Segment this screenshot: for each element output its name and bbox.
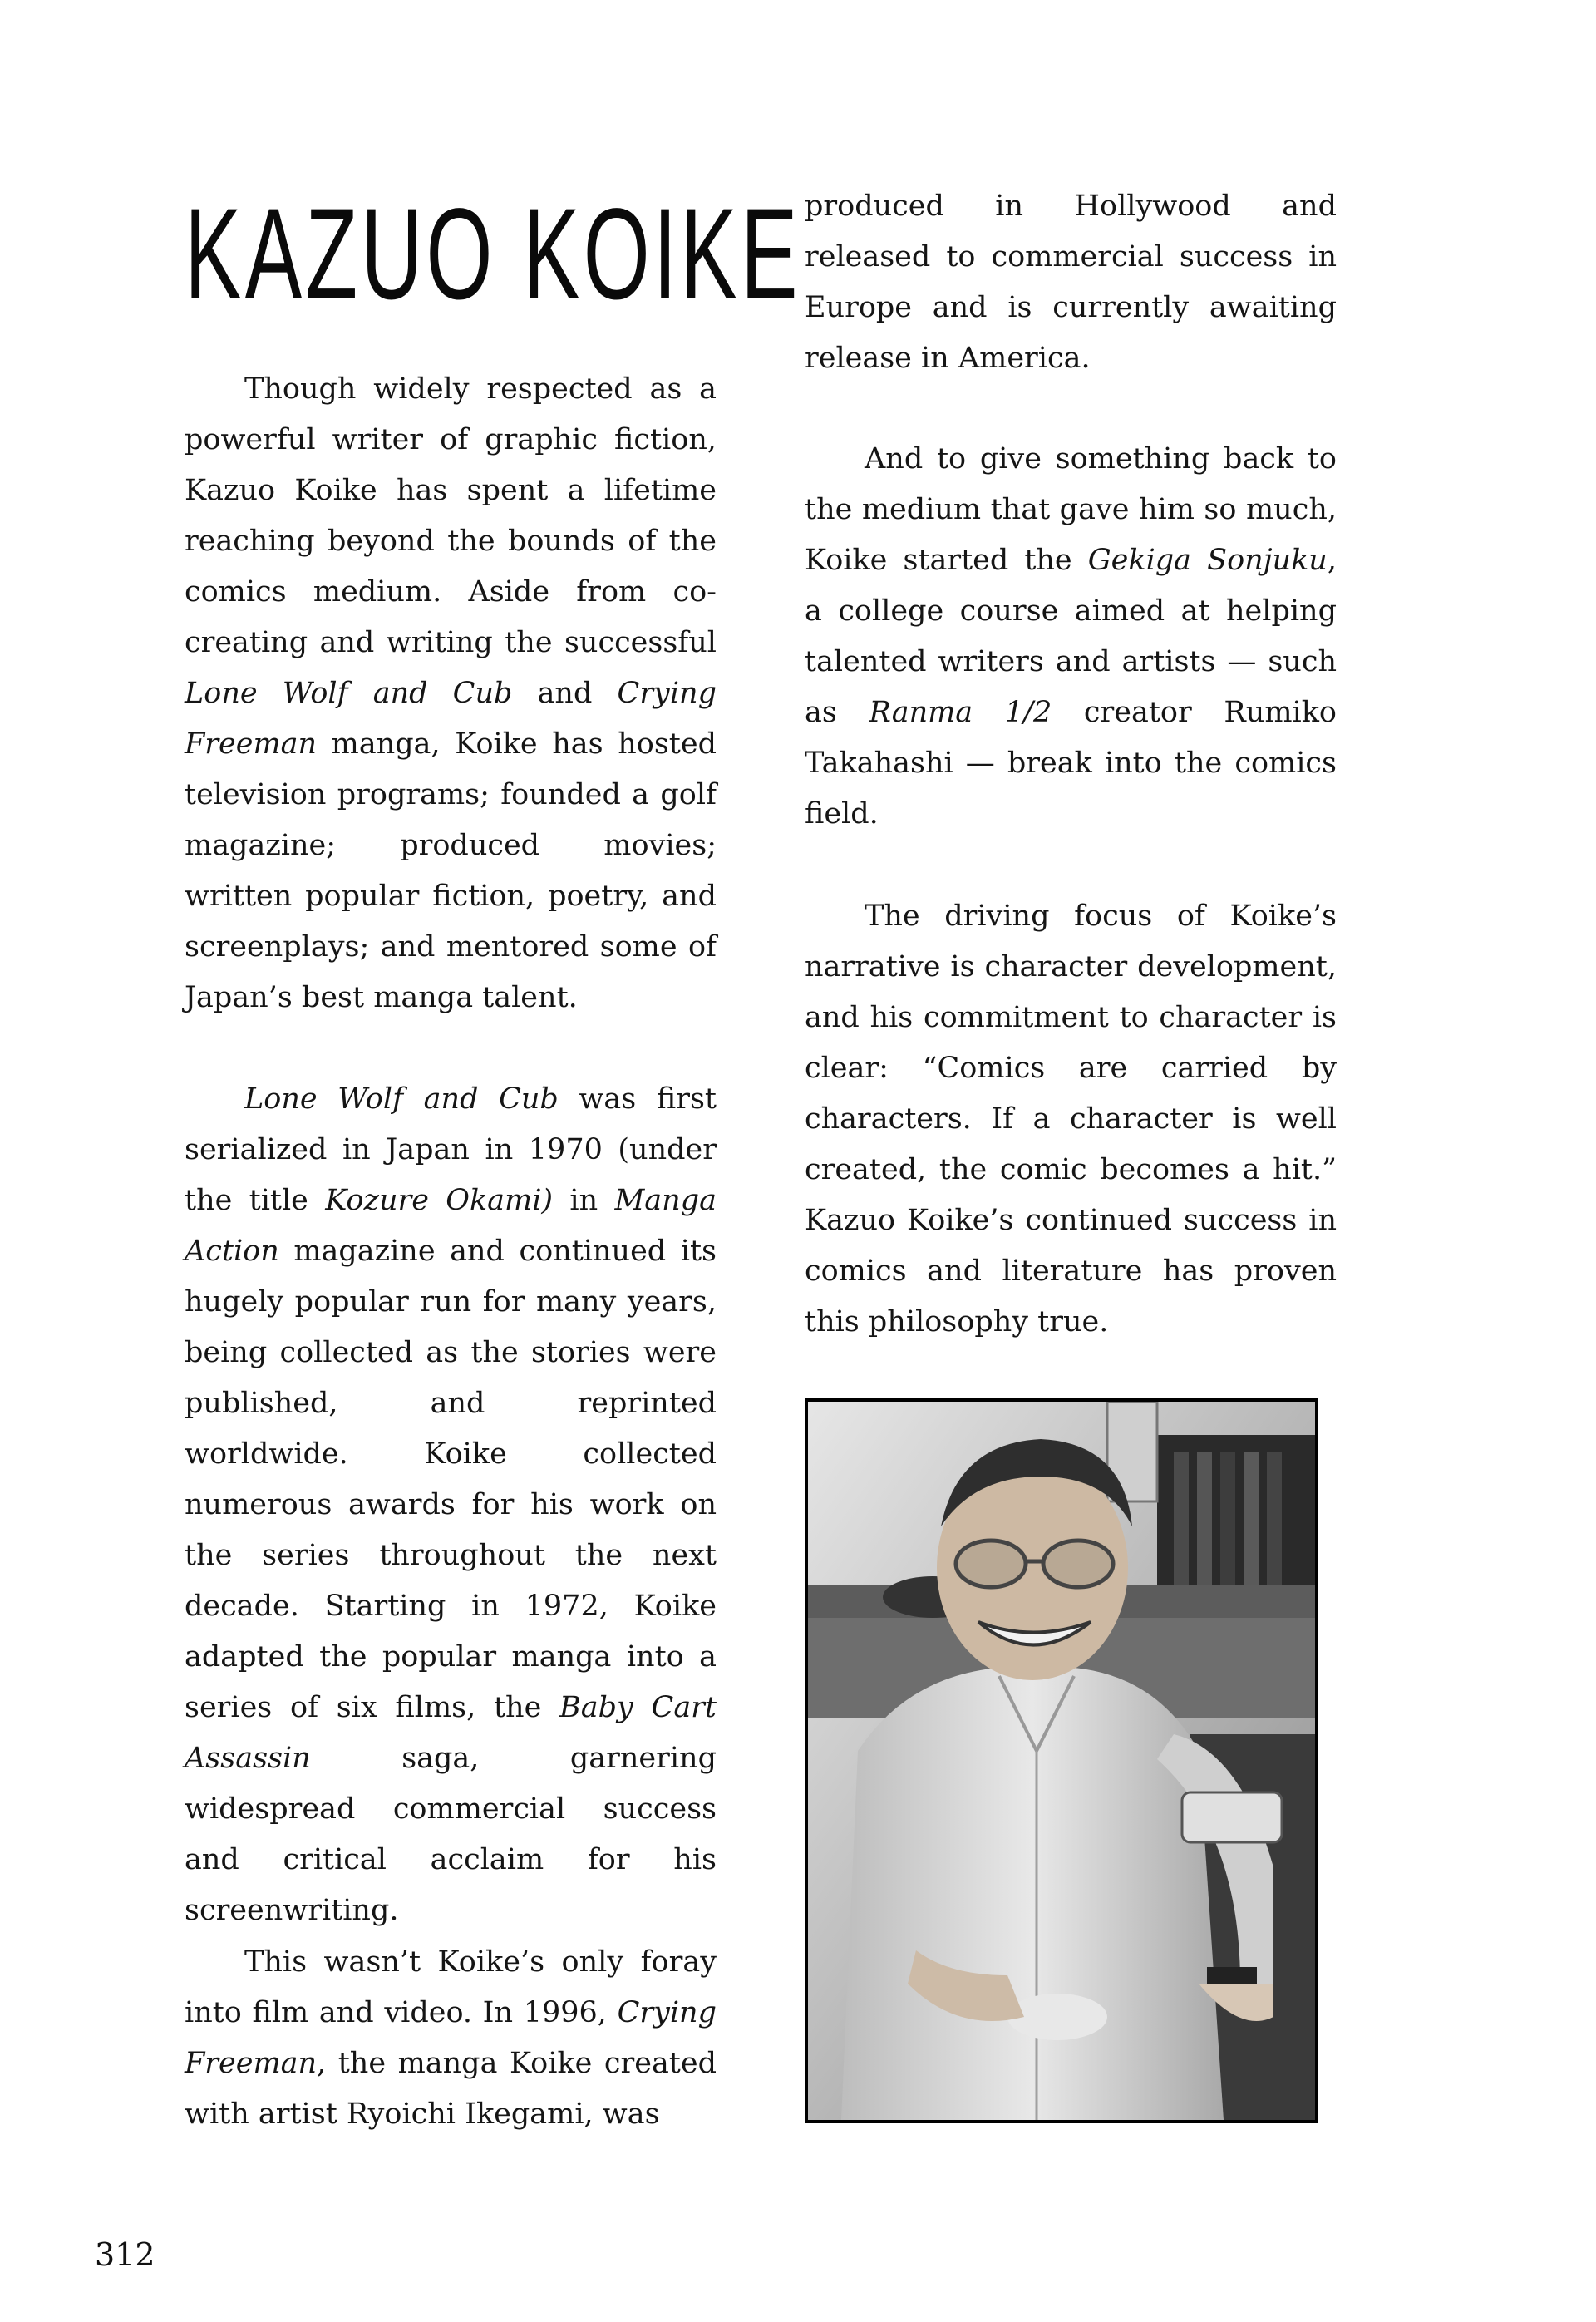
left-paragraph-1: Though widely respected as a powerful writer of graphic fiction, Kazuo Koike has spent a lifetime reaching beyond the bounds of the comics medium. Aside from co-creating and writing the successful Lone Wolf and Cub and Crying Freeman manga, Koike has hosted television programs; founded a golf magazine; produced movies; written popular fiction, poetry, and screenplays; and mentored some of Japan’s best manga talent.	[185, 372, 717, 1014]
author-portrait-image	[808, 1402, 1315, 2120]
left-paragraph-3: This wasn’t Koike’s only foray into film and video. In 1996, Crying Freeman, the manga Koike created with artist Ryoichi Ikegami, was	[185, 1945, 717, 2131]
right-paragraph-3: The driving focus of Koike’s narrative is character development, and his commitment to character is clear: “Comics are carried by characters. If a character is well created, the comic becomes a hit.” Kazuo Koike’s continued success in comics and literature has proven this philosophy true.	[805, 900, 1337, 1338]
page-title: KAZUO KOIKE	[185, 182, 801, 327]
right-paragraph-1: produced in Hollywood and released to commercial success in Europe and is currently awaiting release in America.	[805, 190, 1337, 375]
author-photo	[805, 1398, 1318, 2123]
left-paragraph-2: Lone Wolf and Cub was first serialized in Japan in 1970 (under the title Kozure Okami) in Manga Action magazine and continued its hugely popular run for many years, being collected as the stories were published, and reprinted worldwide. Koike collected numerous awards for his work on the series throughout the next decade. Starting in 1972, Koike adapted the popular manga into a series of six films, the Baby Cart Assassin saga, garnering widespread commercial success and critical acclaim for his screenwriting.	[185, 1082, 717, 1927]
right-paragraph-2: And to give something back to the medium that gave him so much, Koike started the Gekiga Sonjuku, a college course aimed at helping talented writers and artists — such as Ranma 1/2 creator Rumiko Takahashi — break into the comics field.	[805, 442, 1337, 831]
page-number: 312	[95, 2236, 155, 2273]
